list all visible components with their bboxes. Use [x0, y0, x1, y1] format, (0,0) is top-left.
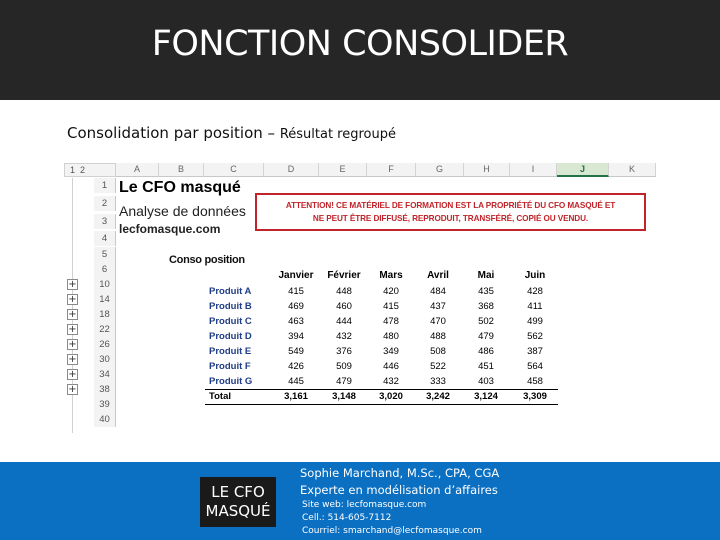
value-cell: 470 — [430, 316, 446, 327]
month-header: Janvier — [278, 270, 314, 281]
product-label: Produit A — [209, 286, 252, 297]
expand-group-button[interactable]: + — [68, 384, 77, 395]
value-cell: 458 — [527, 376, 543, 387]
phone-info: Cell.: 514-605-7112 — [302, 513, 392, 523]
outline-level-header — [64, 163, 116, 177]
presenter-role: Experte en modélisation d’affaires — [300, 483, 498, 497]
row-header-1[interactable]: 1 — [94, 178, 116, 193]
value-cell: 478 — [383, 316, 399, 327]
product-label: Produit B — [209, 301, 252, 312]
website-info: Site web: lecfomasque.com — [302, 500, 427, 510]
expand-group-button[interactable]: + — [68, 339, 77, 350]
email-info: Courriel: smarchand@lecfomasque.com — [302, 526, 482, 536]
value-cell: 445 — [288, 376, 304, 387]
row-header-18[interactable]: 18 — [94, 307, 116, 322]
company-logo — [200, 477, 276, 527]
value-cell: 484 — [430, 286, 446, 297]
warning-line-1: ATTENTION! CE MATÉRIEL DE FORMATION EST LA PROPRIÉTÉ DU CFO MASQUÉ ET — [285, 201, 616, 210]
month-header: Juin — [524, 270, 546, 281]
value-cell: 469 — [288, 301, 304, 312]
company-title: Le CFO masqué — [119, 179, 241, 196]
value-cell: 479 — [336, 376, 352, 387]
month-header: Février — [327, 270, 361, 281]
total-cell: 3,161 — [284, 391, 308, 402]
value-cell: 448 — [336, 286, 352, 297]
product-label: Produit G — [209, 376, 253, 387]
column-header-i[interactable]: I — [510, 163, 557, 177]
column-header-e[interactable]: E — [319, 163, 367, 177]
value-cell: 479 — [478, 331, 494, 342]
value-cell: 415 — [383, 301, 399, 312]
total-cell: 3,242 — [426, 391, 450, 402]
row-header-40[interactable]: 40 — [94, 412, 116, 427]
value-cell: 486 — [478, 346, 494, 357]
row-header-2[interactable]: 2 — [94, 196, 116, 211]
total-cell: 3,020 — [379, 391, 403, 402]
column-header-d[interactable]: D — [264, 163, 319, 177]
total-top-border — [205, 389, 558, 390]
value-cell: 432 — [383, 376, 399, 387]
value-cell: 564 — [527, 361, 543, 372]
value-cell: 428 — [527, 286, 543, 297]
value-cell: 499 — [527, 316, 543, 327]
row-header-30[interactable]: 30 — [94, 352, 116, 367]
column-header-a[interactable]: A — [116, 163, 159, 177]
row-header-38[interactable]: 38 — [94, 382, 116, 397]
value-cell: 415 — [288, 286, 304, 297]
total-label: Total — [209, 391, 231, 402]
column-header-b[interactable]: B — [159, 163, 204, 177]
value-cell: 420 — [383, 286, 399, 297]
logo-line-2: MASQUÉ — [205, 502, 271, 520]
row-header-14[interactable]: 14 — [94, 292, 116, 307]
expand-group-button[interactable]: + — [68, 369, 77, 380]
total-cell: 3,148 — [332, 391, 356, 402]
product-label: Produit F — [209, 361, 251, 372]
total-cell: 3,124 — [474, 391, 498, 402]
row-header-4[interactable]: 4 — [94, 231, 116, 246]
expand-group-button[interactable]: + — [68, 294, 77, 305]
month-header: Mars — [379, 270, 403, 281]
value-cell: 502 — [478, 316, 494, 327]
value-cell: 509 — [336, 361, 352, 372]
month-header: Mai — [477, 270, 495, 281]
value-cell: 437 — [430, 301, 446, 312]
analysis-label: Analyse de données — [119, 203, 246, 219]
value-cell: 463 — [288, 316, 304, 327]
value-cell: 394 — [288, 331, 304, 342]
section-title: Conso position — [169, 254, 245, 266]
product-label: Produit C — [209, 316, 252, 327]
slide-title: FONCTION CONSOLIDER — [151, 24, 569, 64]
value-cell: 435 — [478, 286, 494, 297]
row-header-10[interactable]: 10 — [94, 277, 116, 292]
value-cell: 376 — [336, 346, 352, 357]
value-cell: 349 — [383, 346, 399, 357]
presenter-name: Sophie Marchand, M.Sc., CPA, CGA — [300, 466, 500, 480]
outline-level-2[interactable]: 2 — [80, 165, 86, 175]
value-cell: 446 — [383, 361, 399, 372]
product-label: Produit D — [209, 331, 252, 342]
copyright-warning — [255, 193, 646, 231]
total-bottom-border — [205, 404, 558, 405]
column-header-j[interactable]: J — [557, 163, 609, 177]
value-cell: 432 — [336, 331, 352, 342]
value-cell: 508 — [430, 346, 446, 357]
column-header-h[interactable]: H — [464, 163, 510, 177]
row-header-3[interactable]: 3 — [94, 214, 116, 229]
slide-subtitle — [67, 124, 396, 142]
value-cell: 333 — [430, 376, 446, 387]
warning-line-2: NE PEUT ÊTRE DIFFUSÉ, REPRODUIT, TRANSFÉRÉ, COPIÉ OU VENDU. — [312, 214, 589, 223]
value-cell: 562 — [527, 331, 543, 342]
subtitle-main: Consolidation par position – — [67, 124, 280, 142]
value-cell: 444 — [336, 316, 352, 327]
value-cell: 387 — [527, 346, 543, 357]
value-cell: 480 — [383, 331, 399, 342]
website-label: lecfomasque.com — [119, 222, 221, 236]
expand-group-button[interactable]: + — [68, 354, 77, 365]
value-cell: 488 — [430, 331, 446, 342]
value-cell: 368 — [478, 301, 494, 312]
row-header-26[interactable]: 26 — [94, 337, 116, 352]
value-cell: 411 — [527, 301, 543, 312]
value-cell: 549 — [288, 346, 304, 357]
expand-group-button[interactable]: + — [68, 279, 77, 290]
column-header-c[interactable]: C — [204, 163, 264, 177]
expand-group-button[interactable]: + — [68, 309, 77, 320]
value-cell: 460 — [336, 301, 352, 312]
value-cell: 426 — [288, 361, 304, 372]
row-header-5[interactable]: 5 — [94, 247, 116, 262]
value-cell: 522 — [430, 361, 446, 372]
logo-line-1: LE CFO — [211, 483, 265, 501]
column-header-k[interactable]: K — [609, 163, 656, 177]
row-header-6[interactable]: 6 — [94, 262, 116, 277]
column-header-f[interactable]: F — [367, 163, 416, 177]
subtitle-detail: Résultat regroupé — [279, 127, 396, 142]
row-header-39[interactable]: 39 — [94, 397, 116, 412]
value-cell: 403 — [478, 376, 494, 387]
total-cell: 3,309 — [523, 391, 547, 402]
column-header-g[interactable]: G — [416, 163, 464, 177]
product-label: Produit E — [209, 346, 252, 357]
value-cell: 451 — [478, 361, 494, 372]
month-header: Avril — [427, 270, 449, 281]
outline-level-1[interactable]: 1 — [70, 165, 76, 175]
expand-group-button[interactable]: + — [68, 324, 77, 335]
row-header-34[interactable]: 34 — [94, 367, 116, 382]
row-header-22[interactable]: 22 — [94, 322, 116, 337]
